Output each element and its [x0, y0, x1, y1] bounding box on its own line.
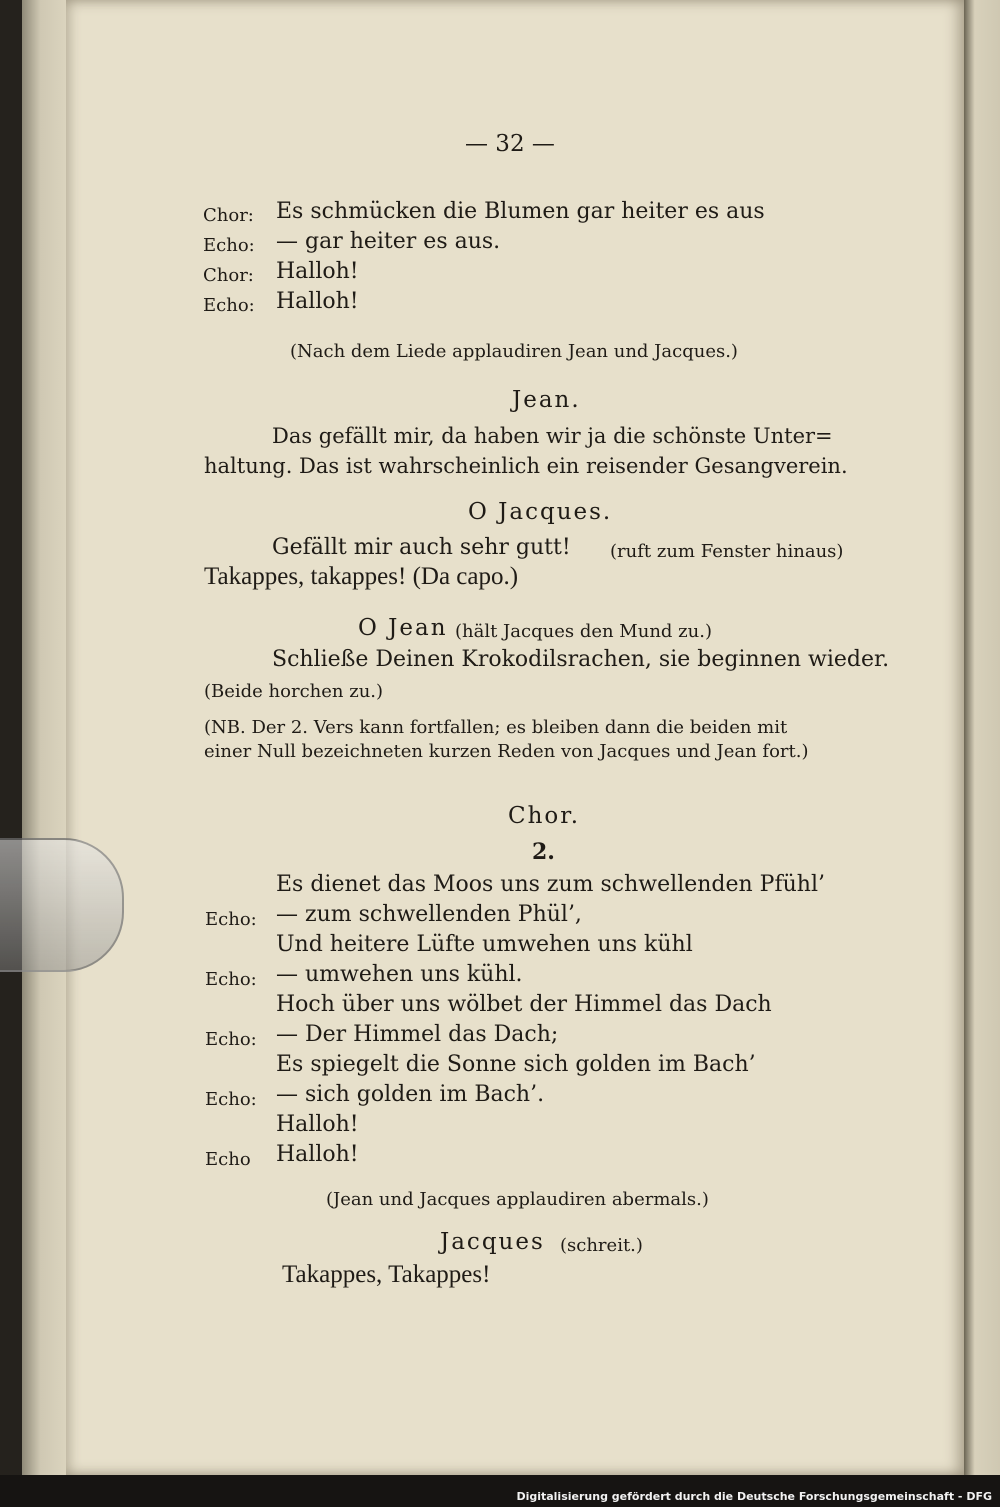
- verse-line: Und heitere Lüfte umwehen uns kühl: [276, 932, 693, 957]
- speaker-label: Chor:: [203, 205, 254, 226]
- dialogue-line: Takappes, takappes! (Da capo.): [204, 563, 519, 590]
- digitization-credit: Digitalisierung gefördert durch die Deutsche Forschungsgemeinschaft - DFG: [516, 1490, 992, 1503]
- verse-line: — sich golden im Bach’.: [276, 1082, 545, 1107]
- page-clip: [0, 838, 124, 972]
- stage-direction: (Nach dem Liede applaudiren Jean und Jacques.): [290, 341, 738, 362]
- dialogue-line: Das gefällt mir, da haben wir ja die schönste Unter=: [272, 424, 833, 448]
- verse-line: Hoch über uns wölbet der Himmel das Dach: [276, 992, 772, 1017]
- verse-line: Es schmücken die Blumen gar heiter es aus: [276, 199, 765, 224]
- verse-line: — umwehen uns kühl.: [276, 962, 523, 987]
- verse-line: Halloh!: [276, 259, 359, 284]
- speaker-label: Echo:: [203, 295, 255, 316]
- verse-line: Halloh!: [276, 1142, 359, 1167]
- speaker-label: Echo:: [203, 235, 255, 256]
- dialogue-line: haltung. Das ist wahrscheinlich ein reisender Gesangverein.: [204, 454, 848, 478]
- page-stack-right-edge: [964, 0, 1000, 1475]
- verse-line: Halloh!: [276, 289, 359, 314]
- stage-direction: (schreit.): [560, 1235, 643, 1256]
- speaker-heading: Jacques: [440, 1229, 545, 1255]
- speaker-label: Echo:: [205, 969, 257, 990]
- stage-direction: (hält Jacques den Mund zu.): [455, 621, 712, 642]
- page-number: — 32 —: [465, 131, 555, 157]
- editorial-note: einer Null bezeichneten kurzen Reden von Jacques und Jean fort.): [204, 741, 809, 762]
- speaker-heading: Jean.: [512, 387, 581, 413]
- stage-direction: (ruft zum Fenster hinaus): [610, 541, 844, 562]
- dialogue-line: Takappes, Takappes!: [282, 1261, 491, 1288]
- speaker-label: Echo:: [205, 1029, 257, 1050]
- verse-line: — zum schwellenden Phül’,: [276, 902, 582, 927]
- speaker-label: Echo:: [205, 1089, 257, 1110]
- speaker-label: Echo: [205, 1149, 251, 1170]
- speaker-label: Chor:: [203, 265, 254, 286]
- verse-line: Es dienet das Moos uns zum schwellenden Pfühl’: [276, 872, 825, 897]
- speaker-label: Echo:: [205, 909, 257, 930]
- speaker-heading: O Jacques.: [468, 499, 613, 525]
- verse-line: Halloh!: [276, 1112, 359, 1137]
- verse-line: Es spiegelt die Sonne sich golden im Bach’: [276, 1052, 756, 1077]
- speaker-heading: Chor.: [508, 803, 581, 829]
- editorial-note: (NB. Der 2. Vers kann fortfallen; es bleiben dann die beiden mit: [204, 717, 788, 738]
- page-stack-left-edge: [22, 0, 68, 1475]
- dialogue-line: Schließe Deinen Krokodilsrachen, sie beginnen wieder.: [272, 647, 890, 672]
- verse-line: — Der Himmel das Dach;: [276, 1022, 559, 1047]
- stage-direction: (Jean und Jacques applaudiren abermals.): [326, 1189, 709, 1210]
- stage-direction: (Beide horchen zu.): [204, 681, 384, 702]
- speaker-heading: O Jean: [358, 615, 448, 641]
- verse-line: — gar heiter es aus.: [276, 229, 501, 254]
- dialogue-line: Gefällt mir auch sehr gutt!: [272, 535, 571, 560]
- verse-number: 2.: [532, 839, 555, 865]
